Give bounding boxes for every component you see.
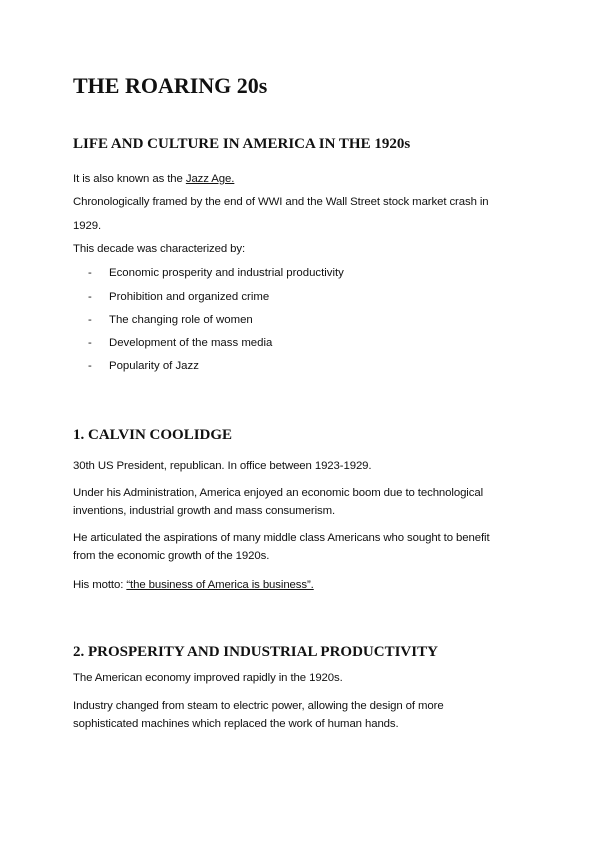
list-item-text: Development of the mass media [109, 337, 273, 349]
prosperity-paragraph-1: The American economy improved rapidly in the 1920s. [73, 672, 343, 684]
coolidge-paragraph-3-line-2: from the economic growth of the 1920s. [73, 550, 270, 562]
coolidge-motto [73, 579, 314, 591]
bullet-dash: - [88, 314, 92, 326]
list-item-text: Economic prosperity and industrial productivity [109, 267, 344, 279]
coolidge-paragraph-2-line-1: Under his Administration, America enjoyed an economic boom due to technological [73, 487, 483, 499]
list-item [88, 337, 272, 349]
coolidge-paragraph-2-line-2: inventions, industrial growth and mass consumerism. [73, 505, 336, 517]
coolidge-paragraph-1: 30th US President, republican. In office between 1923-1929. [73, 460, 372, 472]
chronology-line-1: Chronologically framed by the end of WWI and the Wall Street stock market crash in [73, 196, 489, 208]
jazz-age-link[interactable]: Jazz Age. [185, 173, 235, 185]
list-item [88, 291, 269, 303]
bullet-dash: - [88, 360, 92, 372]
chronology-line-2: 1929. [73, 220, 102, 232]
bullet-dash: - [88, 337, 92, 349]
jazz-age-paragraph [73, 173, 234, 185]
characterized-intro: This decade was characterized by: [73, 243, 246, 255]
list-item-text: Prohibition and organized crime [109, 291, 270, 303]
coolidge-paragraph-3-line-1: He articulated the aspirations of many middle class Americans who sought to benefit [73, 532, 490, 544]
list-item [88, 314, 253, 326]
bullet-dash: - [88, 267, 92, 279]
heading-calvin-coolidge: 1. CALVIN COOLIDGE [73, 427, 233, 443]
heading-life-and-culture: LIFE AND CULTURE IN AMERICA IN THE 1920s [73, 136, 411, 152]
list-item-text: Popularity of Jazz [109, 360, 199, 372]
list-item [88, 360, 199, 372]
prosperity-paragraph-2-line-2: sophisticated machines which replaced the work of human hands. [73, 718, 399, 730]
jazz-age-prefix: It is also known as the [73, 173, 186, 185]
heading-prosperity: 2. PROSPERITY AND INDUSTRIAL PRODUCTIVITY [73, 644, 438, 660]
list-item [88, 267, 344, 279]
list-item-text: The changing role of women [109, 314, 253, 326]
motto-prefix: His motto: [73, 579, 127, 591]
motto-quote: “the business of America is business”. [126, 579, 314, 591]
bullet-dash: - [88, 291, 92, 303]
prosperity-paragraph-2-line-1: Industry changed from steam to electric power, allowing the design of more [73, 700, 444, 712]
page-title: THE ROARING 20s [73, 73, 268, 98]
